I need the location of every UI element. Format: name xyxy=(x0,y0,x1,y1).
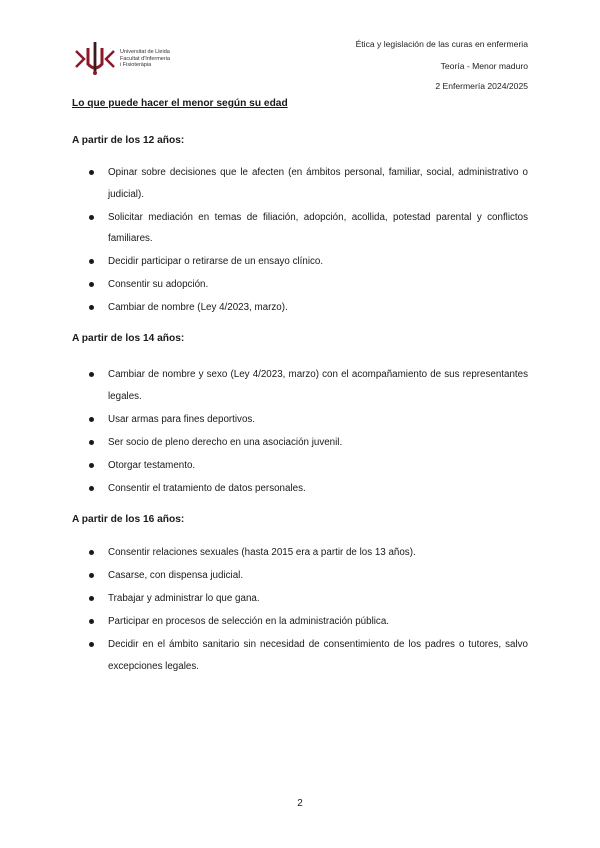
list-item: Casarse, con dispensa judicial. xyxy=(72,565,528,587)
bullet-icon xyxy=(89,463,94,468)
bullet-icon xyxy=(89,215,94,220)
bullet-icon xyxy=(89,440,94,445)
section-heading: A partir de los 14 años: xyxy=(72,333,185,344)
list-item: Opinar sobre decisiones que le afecten (en ámbitos personal, familiar, social, administrativo o judicial). xyxy=(72,162,528,205)
list-item: Decidir participar o retirarse de un ensayo clínico. xyxy=(72,251,528,273)
rights-list xyxy=(72,364,528,501)
list-item: Consentir el tratamiento de datos personales. xyxy=(72,478,528,500)
list-item: Cambiar de nombre (Ley 4/2023, marzo). xyxy=(72,297,528,319)
bullet-icon xyxy=(89,305,94,310)
list-item: Ser socio de pleno derecho en una asociación juvenil. xyxy=(72,432,528,454)
bullet-icon xyxy=(89,282,94,287)
institution-line: Facultat d'Infermeria xyxy=(120,55,170,62)
bullet-icon xyxy=(89,417,94,422)
section-heading: A partir de los 12 años: xyxy=(72,135,185,146)
section-heading: A partir de los 16 años: xyxy=(72,514,185,525)
rights-list xyxy=(72,542,528,679)
list-item: Participar en procesos de selección en la administración pública. xyxy=(72,611,528,633)
document-header xyxy=(356,38,528,100)
bullet-icon xyxy=(89,573,94,578)
list-item: Decidir en el ámbito sanitario sin necesidad de consentimiento de los padres o tutores, salvo excepciones legales. xyxy=(72,634,528,677)
list-item: Trabajar y administrar lo que gana. xyxy=(72,588,528,610)
bullet-icon xyxy=(89,642,94,647)
rights-list xyxy=(72,162,528,320)
bullet-icon xyxy=(89,372,94,377)
course-title: Ética y legislación de las curas en enfermeria xyxy=(355,39,528,49)
institution-name xyxy=(120,49,170,69)
bullet-icon xyxy=(89,170,94,175)
university-emblem-icon xyxy=(74,42,116,76)
university-logo xyxy=(74,42,170,76)
list-item: Consentir su adopción. xyxy=(72,274,528,296)
bullet-icon xyxy=(89,596,94,601)
list-item: Consentir relaciones sexuales (hasta 2015 era a partir de los 13 años). xyxy=(72,542,528,564)
list-item: Usar armas para fines deportivos. xyxy=(72,409,528,431)
list-item: Otorgar testamento. xyxy=(72,455,528,477)
institution-line: Universitat de Lleida xyxy=(120,49,170,56)
page-number: 2 xyxy=(297,798,303,809)
bullet-icon xyxy=(89,486,94,491)
institution-line: i Fisioteràpia xyxy=(120,62,152,69)
academic-year: 2 Enfermería 2024/2025 xyxy=(435,81,528,91)
page-title: Lo que puede hacer el menor según su edad xyxy=(72,98,288,109)
topic-title: Teoría - Menor maduro xyxy=(440,61,528,71)
list-item: Solicitar mediación en temas de filiación, adopción, acollida, potestad parental y conflictos familiares. xyxy=(72,207,528,250)
bullet-icon xyxy=(89,550,94,555)
bullet-icon xyxy=(89,259,94,264)
bullet-icon xyxy=(89,619,94,624)
list-item: Cambiar de nombre y sexo (Ley 4/2023, marzo) con el acompañamiento de sus representantes legales. xyxy=(72,364,528,407)
